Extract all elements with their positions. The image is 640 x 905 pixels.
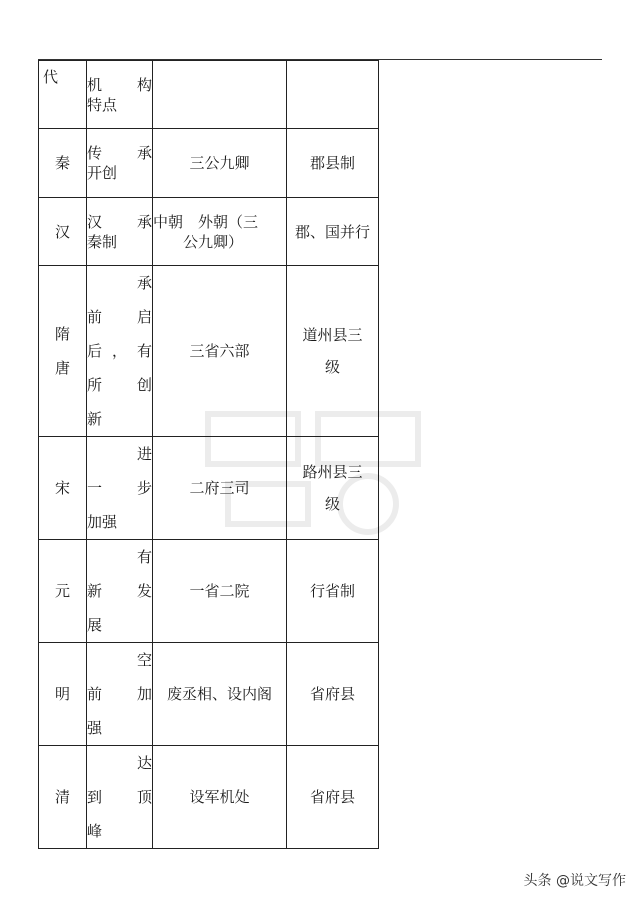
trait-line: 承 xyxy=(136,274,152,292)
central-system-cell: 一省二院 xyxy=(153,540,287,643)
dynasty-cell: 明 xyxy=(39,643,87,746)
trait-cell xyxy=(87,643,153,746)
trait-line: 汉 承 xyxy=(87,212,152,231)
central-line: 中朝 外朝（三 xyxy=(153,212,259,231)
trait-line: 空 xyxy=(136,651,152,669)
dynasty-line: 唐 xyxy=(54,359,70,377)
dynasty-line: 隋 xyxy=(54,325,70,343)
header-trait-line: 机 构 xyxy=(87,75,152,94)
local-line: 级 xyxy=(324,358,340,376)
local-system-cell xyxy=(287,266,379,437)
dynasty-cell: 清 xyxy=(39,746,87,849)
local-system-cell: 省府县 xyxy=(287,643,379,746)
trait-line: 展 xyxy=(87,616,103,634)
table-header-row xyxy=(39,61,379,129)
table-row xyxy=(39,746,379,849)
header-trait-line: 特点 xyxy=(87,95,118,114)
table-row xyxy=(39,266,379,437)
trait-line: 后，有 xyxy=(87,342,152,360)
dynasty-institution-table xyxy=(38,60,379,849)
trait-line: 传 承 xyxy=(87,144,152,162)
central-line: 公九卿） xyxy=(183,232,244,251)
local-system-cell: 郡县制 xyxy=(287,129,379,198)
trait-cell xyxy=(87,198,153,266)
table-row xyxy=(39,643,379,746)
trait-cell xyxy=(87,266,153,437)
dynasty-cell: 宋 xyxy=(39,437,87,540)
table-row xyxy=(39,437,379,540)
trait-line: 所 创 xyxy=(87,376,152,394)
trait-line: 前 加 xyxy=(87,685,152,703)
central-system-cell: 二府三司 xyxy=(153,437,287,540)
trait-line: 强 xyxy=(87,719,103,737)
table-row xyxy=(39,129,379,198)
trait-line: 新 xyxy=(87,410,103,428)
trait-line: 前 启 xyxy=(87,308,152,326)
central-system-cell xyxy=(153,198,287,266)
trait-line: 有 xyxy=(136,548,152,566)
local-line: 级 xyxy=(324,495,340,513)
trait-line: 新 发 xyxy=(87,582,152,600)
header-dynasty-cell: 代 xyxy=(39,61,87,129)
local-system-cell: 省府县 xyxy=(287,746,379,849)
dynasty-cell xyxy=(39,266,87,437)
central-system-cell: 三公九卿 xyxy=(153,129,287,198)
trait-line: 秦制 xyxy=(87,232,118,251)
table-row xyxy=(39,540,379,643)
local-system-cell: 行省制 xyxy=(287,540,379,643)
dynasty-cell: 元 xyxy=(39,540,87,643)
header-central-cell xyxy=(153,61,287,129)
central-system-cell: 设军机处 xyxy=(153,746,287,849)
header-local-cell xyxy=(287,61,379,129)
trait-cell xyxy=(87,746,153,849)
central-system-cell: 废丞相、设内阁 xyxy=(153,643,287,746)
local-line: 道州县三 xyxy=(302,326,363,344)
local-line: 路州县三 xyxy=(302,463,363,481)
local-system-cell: 郡、国并行 xyxy=(287,198,379,266)
source-watermark-label: 头条 @说文写作 xyxy=(523,873,626,889)
trait-cell xyxy=(87,129,153,198)
trait-line: 一 步 xyxy=(87,479,152,497)
header-trait-cell xyxy=(87,61,153,129)
trait-line: 加强 xyxy=(87,513,118,531)
trait-line: 峰 xyxy=(87,822,103,840)
trait-line: 到 顶 xyxy=(87,788,152,806)
table-row xyxy=(39,198,379,266)
local-system-cell xyxy=(287,437,379,540)
trait-cell xyxy=(87,540,153,643)
central-system-cell: 三省六部 xyxy=(153,266,287,437)
dynasty-cell: 秦 xyxy=(39,129,87,198)
trait-line: 达 xyxy=(136,754,152,772)
trait-cell xyxy=(87,437,153,540)
trait-line: 进 xyxy=(136,445,152,463)
trait-line: 开创 xyxy=(87,164,118,182)
dynasty-cell: 汉 xyxy=(39,198,87,266)
